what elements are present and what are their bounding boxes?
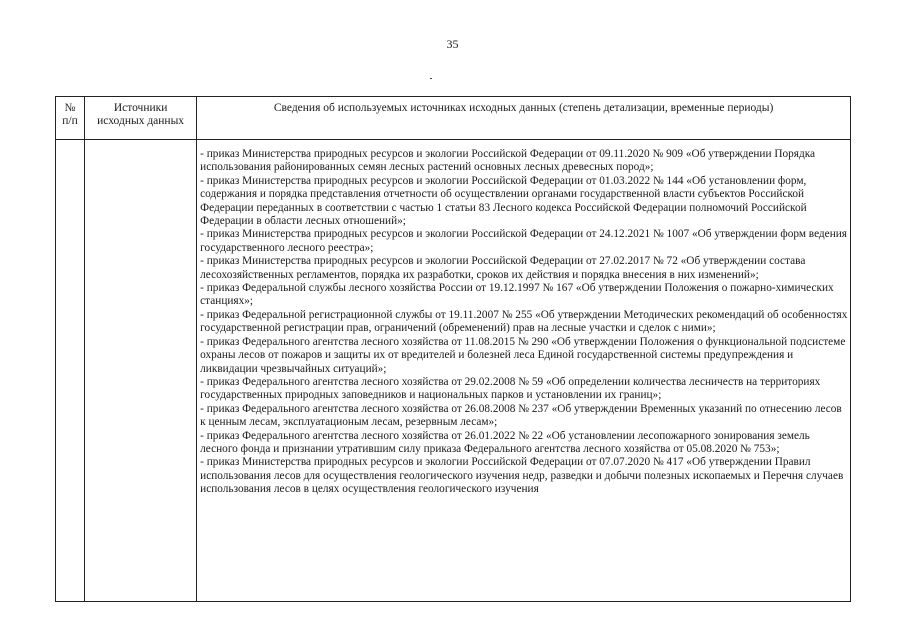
header-info: Сведения об используемых источниках исходных данных (степень детализации, временные периоды) <box>197 97 851 140</box>
list-item: - приказ Министерства природных ресурсов и экологии Российской Федерации от 01.03.2022 № 144 «Об установлении форм, содержания и порядка представления отчетности об осуществлении органами государственной власти субъектов Российской Федерации переданных в соответствии с частью 1 статьи 83 Лесного кодекса Российской Федерации полномочий Российской Федерации в области лесных отношений»; <box>200 174 807 228</box>
page-number: 35 <box>446 37 459 51</box>
list-item: - приказ Федеральной службы лесного хозяйства России от 19.12.1997 № 167 «Об утверждении Положения о пожарно-химических станциях»; <box>200 282 834 308</box>
table-header-row <box>56 97 851 140</box>
list-item: - приказ Федерального агентства лесного хозяйства от 26.01.2022 № 22 «Об установлении лесопожарного зонирования земель лесного фонда и признании утратившим силу приказа Федерального агентства лесного хозяйства от 05.08.2020 № 753»; <box>200 429 810 455</box>
sources-table <box>55 96 851 602</box>
list-item: - приказ Министерства природных ресурсов и экологии Российской Федерации от 09.11.2020 № 909 «Об утверждении Порядка использования районированных семян лесных растений основных лесных древесных пород»; <box>200 148 816 174</box>
cell-num <box>56 140 85 602</box>
scan-dot <box>430 78 432 79</box>
entries-list <box>197 140 850 497</box>
list-item: - приказ Федерального агентства лесного хозяйства от 11.08.2015 № 290 «Об утверждении Положения о функциональной подсистеме охраны лесов от пожаров и защиты их от вредителей и болезней леса Единой государственной системы предупреждения и ликвидации чрезвычайных ситуаций»; <box>200 335 846 375</box>
header-sources <box>85 97 197 140</box>
list-item: - приказ Министерства природных ресурсов и экологии Российской Федерации от 24.12.2021 № 1007 «Об утверждении форм ведения государственного лесного реестра»; <box>200 228 847 254</box>
header-num <box>56 97 85 140</box>
cell-sources <box>85 140 197 602</box>
header-sources-line-1: Источники <box>113 102 168 114</box>
list-item: - приказ Федеральной регистрационной службы от 19.11.2007 № 255 «Об утверждении Методических рекомендаций об особенностях государственной регистрации прав, ограничений (обременений) прав на лесные участки и сделок с ними»; <box>200 308 848 335</box>
table-row <box>56 140 851 602</box>
list-item: - приказ Федерального агентства лесного хозяйства от 26.08.2008 № 237 «Об утверждении Временных указаний по отнесению лесов к ценным лесам, эксплуатационым лесам, резервным лесам»; <box>200 402 842 429</box>
list-item: - приказ Федерального агентства лесного хозяйства от 29.02.2008 № 59 «Об определении количества лесничеств на территориях государственных природных заповедников и национальных парков и установлении их границ»; <box>200 375 821 402</box>
cell-info <box>197 140 851 602</box>
header-num-line-2: п/п <box>62 115 78 127</box>
list-item: - приказ Министерства природных ресурсов и экологии Российской Федерации от 07.07.2020 № 417 «Об утверждении Правил использования лесов для осуществления геологического изучения недр, разведки и добычи полезных ископаемых и Перечня случаев использования лесов в целях осуществления геологического изучения <box>200 456 844 496</box>
list-item: - приказ Министерства природных ресурсов и экологии Российской Федерации от 27.02.2017 № 72 «Об утверждении состава лесохозяйственных регламентов, порядка их разработки, сроков их действия и порядка внесения в них изменений»; <box>200 255 806 281</box>
header-num-line-1: № <box>64 102 76 114</box>
header-sources-line-2: исходных данных <box>97 115 185 127</box>
